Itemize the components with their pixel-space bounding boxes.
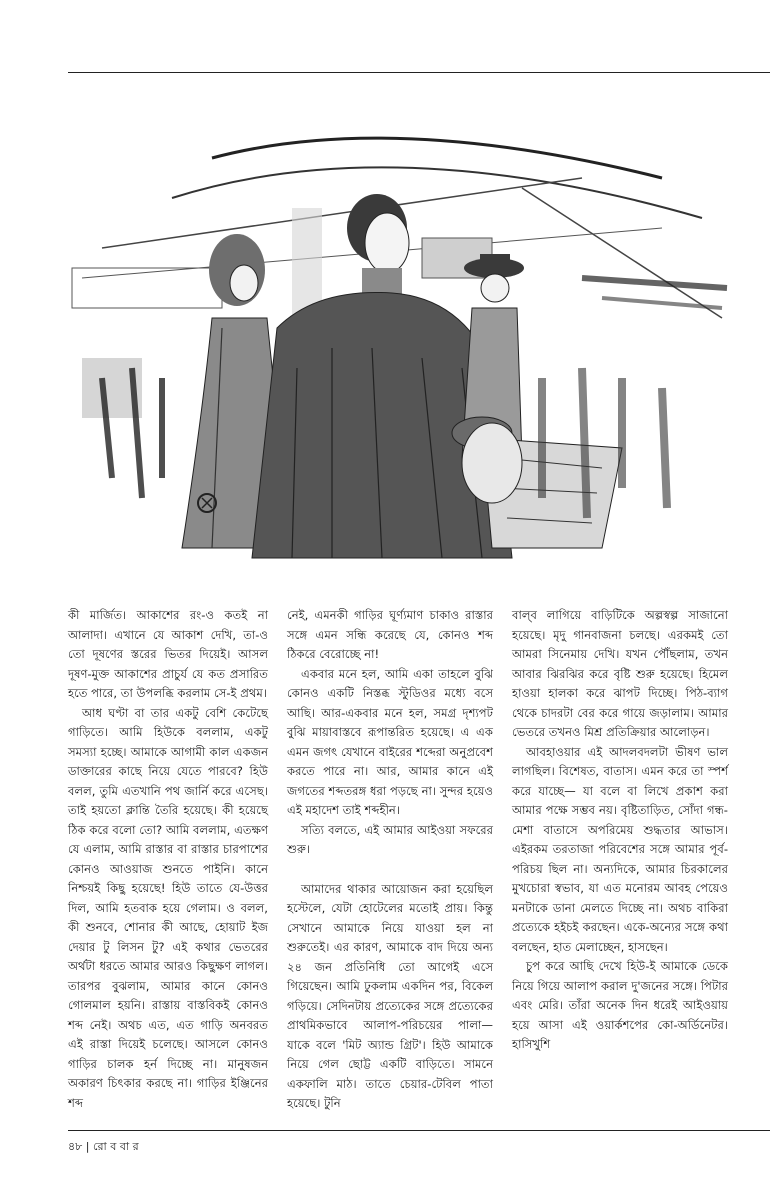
bottom-rule — [68, 1130, 770, 1131]
top-rule — [68, 72, 770, 73]
article-column-1 — [68, 606, 268, 1113]
paragraph: কী মার্জিত। আকাশের রং-ও কতই না আলাদা। এখানে যে আকাশ দেখি, তা-ও তো দূষণের স্তরের ভিতর দিয়েই। আসল দূষণ-মুক্ত আকাশের প্রাচুর্য যে কত প্রসারিত হতে পারে, তা উপলব্ধি করলাম সে-ই প্রথম। — [68, 608, 268, 700]
article-column-2 — [287, 606, 493, 1114]
footer-separator: | — [85, 1140, 90, 1153]
paragraph: আমাদের থাকার আয়োজন করা হয়েছিল হস্টেলে, যেটা হোটেলের মতোই প্রায়। কিন্তু সেখানে আমাকে নিয়ে যাওয়া হল না শুরুতেই। এর কারণ, আমাকে বাদ দিয়ে অন্য ২৪ জন প্রতিনিধি তো আগেই এসে গিয়েছেন। আমি ঢুকলাম একদিন পর, বিকেল গড়িয়ে। সেদিনটায় প্রত্যেকের সঙ্গে প্রত্যেকের প্রাথমিকভাবে আলাপ-পরিচয়ের পালা— যাকে বলে 'মিট অ্যান্ড গ্রিট'। হিউ আমাকে নিয়ে গেল ছোট্ট একটি বাড়িতে। সামনে একফালি মাঠ। তাতে চেয়ার-টেবিল পাতা হয়েছে। টুনি — [287, 881, 493, 1110]
article-column-3 — [512, 606, 728, 1055]
magazine-name: রো ব বা র — [93, 1140, 139, 1153]
paragraph: আধ ঘণ্টা বা তার একটু বেশি কেটেছে গাড়িতে। আমি হিউকে বললাম, একটু সমস্যা হচ্ছে। আমাকে আগামী কাল একজন ডাক্তারের কাছে নিয়ে যেতে পারবে? হিউ বলল, তুমি এতখানি পথ জার্নি করে এসেছ। তাই হয়তো ক্লান্তি তৈরি হয়েছে। কী হয়েছে ঠিক করে বলো তো? আমি বললাম, এতক্ষণ যে এলাম, আমি রাস্তার বা রাস্তার চারপাশের কোনও আওয়াজ শুনতে পাইনি। কানে নিশ্চয়ই কিছু হয়েছে! হিউ তাতে যে-উত্তর দিল, আমি হতবাক হয়ে গেলাম। ও বলল, কী শুনবে, শোনার কী আছে, হোয়াট ইজ দেয়ার টু লিসন টু? এই কথার ভেতরের অর্থটা ধরতে আমার আরও কিছুক্ষণ লাগল। তারপর বুঝলাম, আমার কানে কোনও গোলমাল হয়নি। রাস্তায় বাস্তবিকই কোনও শব্দ নেই। অথচ এত, এত গাড়ি অনবরত এই রাস্তা দিয়েই চলেছে। আসলে কোনও গাড়ির চালক হর্ন দিচ্ছে না। মানুষজন অকারণ চিৎকার করছে না। গাড়ির ইঞ্জিনের শব্দ — [68, 705, 268, 1110]
page-footer — [68, 1138, 139, 1157]
paragraph: সত্যি বলতে, এই আমার আইওয়া সফরের শুরু। — [287, 822, 493, 856]
paragraph: নেই, এমনকী গাড়ির ঘূর্ণ্যমাণ চাকাও রাস্তার সঙ্গে এমন সন্ধি করেছে যে, কোনও শব্দ ঠিকরে বেরোচ্ছে না! — [287, 608, 493, 661]
paragraph: একবার মনে হল, আমি একা তাহলে বুঝি কোনও একটি নিস্তব্ধ স্টুডিওর মধ্যে বসে আছি। আর-একবার মনে হল, সমগ্র দৃশ্যপট বুঝি মায়াবাস্তবে রূপান্তরিত হয়েছে। এ এক এমন জগৎ যেখানে বাইরের শব্দেরা অনুপ্রবেশ করতে পারে না। আর, আমার কানে এই জগতের শব্দতরঙ্গ ধরা পড়ছে না। সুন্দর হয়েও এই মহাদেশ তাই শব্দহীন। — [287, 666, 493, 817]
paragraph: চুপ করে আছি দেখে হিউ-ই আমাকে ডেকে নিয়ে গিয়ে আলাপ করাল দু'জনের সঙ্গে। পিটার এবং মেরি। তাঁরা অনেক দিন ধরেই আইওয়ায় হয়ে আসা এই ওয়ার্কশপের কো-অর্ডিনেটর। হাসিখুশি — [512, 959, 728, 1051]
page-number: ৪৮ — [68, 1140, 83, 1153]
paragraph: বাল্‌ব লাগিয়ে বাড়িটিকে অল্পস্বল্প সাজানো হয়েছে। মৃদু গানবাজনা চলছে। এরকমই তো আমরা সিনেমায় দেখি। যখন পৌঁছলাম, তখন আবার ঝিরঝির করে বৃষ্টি শুরু হয়েছে। হিমেল হাওয়া হালকা করে ঝাপট দিচ্ছে। পিঠ-ব্যাগ থেকে চাদরটা বের করে গায়ে জড়ালাম। আমার ভেতরে তখনও মিশ্র প্রতিক্রিয়ার আলোড়ন। — [512, 608, 728, 739]
paragraph: আবহাওয়ার এই আদলবদলটা ভীষণ ভাল লাগছিল। বিশেষত, বাতাস। এমন করে তা স্পর্শ করে যাচ্ছে— যা বলে বা লিখে প্রকাশ করা আমার পক্ষে সম্ভব নয়। বৃষ্টিতাড়িত, সোঁদা গন্ধ-মেশা বাতাসে অপরিমেয় শুদ্ধতার আভাস। এইরকম তরতাজা পরিবেশের সঙ্গে আমার পূর্ব-পরিচয় ছিল না। অন্যদিকে, আমার চিরকালের মুখচোরা স্বভাব, যা এত মনোরম আবহ পেয়েও মনটাকে ডানা মেলতে দিচ্ছে না। অথচ বাকিরা প্রত্যেকে হইচই করছেন। একে-অন্যের সঙ্গে কথা বলছেন, হাত মেলাচ্ছেন, হাসছেন। — [512, 744, 728, 954]
paragraph-gap — [287, 860, 493, 880]
illustration — [62, 118, 730, 578]
